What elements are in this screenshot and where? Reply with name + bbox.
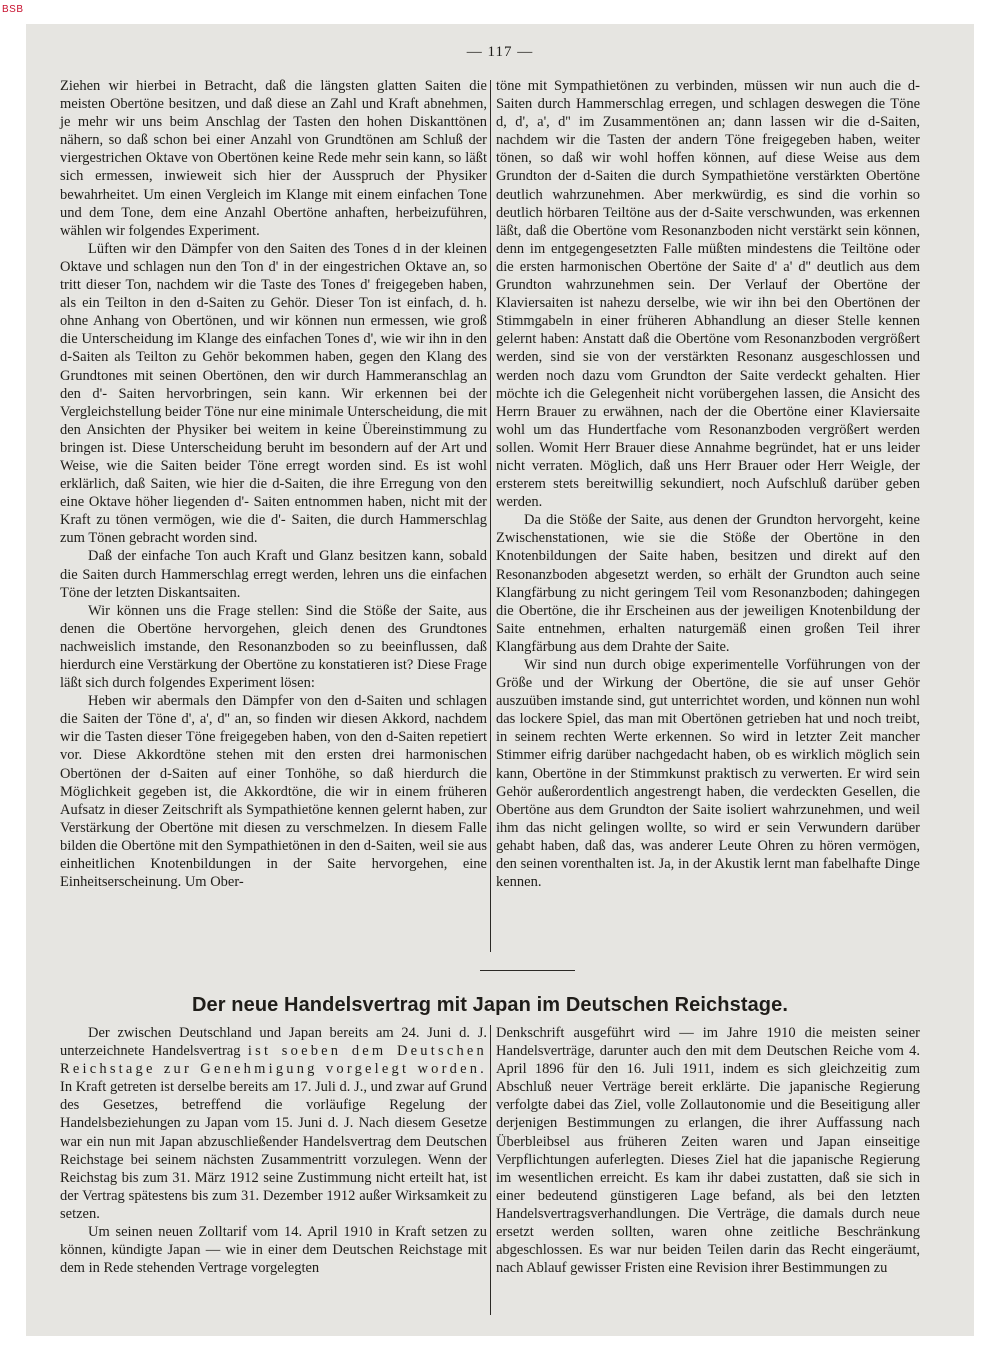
paragraph-text: Der zwischen Deutschland und Japan bereits am 24. Juni d. J. unterzeichnete Handelsvertrag xyxy=(60,1025,487,1060)
paragraph-text: In Kraft getreten ist derselbe bereits am 17. Juli d. J., und zwar auf Grund des Gesetzes, betreffend die vorläufige Regelung der Handelsbeziehungen zu Japan vom 15. Juni d. J. Nach diesem Gesetze war ein nun mit Japan abzuschließender Handelsvertrag dem Deutschen Reichstage bei seinem nächsten Zusammentritt vorzulegen. Wenn der Reichstag bis zum 31. März 1912 seine Zustimmung nicht erteilt hat, ist der Vertrag spätestens bis zum 31. Dezember 1912 außer Wirksamkeit zu setzen. xyxy=(60,1079,487,1222)
column-divider xyxy=(490,1025,491,1315)
paragraph: töne mit Sympathietönen zu verbinden, müssen wir nun auch die d-Saiten durch Hammerschlag erregen, und schlagen deswegen die Töne d, d', a', d'' im Zusammentönen an; dann lassen wir die d-Saiten, nachdem wir die Tasten der andern Töne freigegeben haben, weiter tönen, so daß wir wohl hoffen können, auf diese Weise aus dem Grundton der d-Saiten die durch Sympathietöne verstärkten Obertöne deutlich wahrzunehmen. Aber merkwürdig, es sind die vorhin so deutlich hörbaren Teiltöne aus der d-Saite verschwunden, was erkennen läßt, daß die Obertöne vom Resonanzboden nicht verstärkt sein können, denn im entgegengesetzten Falle müßten mindestens die Teiltöne oder die ersten harmonischen Obertöne der Saite d' a' d'' deutlich aus dem Grundton wahrzunehmen sein. Der Verlauf der Obertöne der Klaviersaiten ist nahezu derselbe, wie wir ihn bei den Obertönen der Stimmgabeln in einer früheren Abhandlung an dieser Stelle kennen gelernt haben: Anstatt daß die Obertöne vom Resonanzboden vergrößert werden, sind sie von der verstärkten Resonanz ausgeschlossen und werden noch dazu vom Grundton der Saite verdeckt gehalten. Hier möchte ich die Gelegenheit nicht vorübergehen lassen, die Ansicht des Herrn Brauer zu erwähnen, nach der die Obertöne einer Klaviersaite wohl um das Hundertfache vom Resonanzboden vergrößert werden sollen. Womit Herr Brauer diese Annahme begründet, hat er uns leider nicht verraten. Möglich, daß uns Herr Brauer oder Herr Weigle, der ersterem stets bereitwillig sekundiert, noch Aufschluß darüber geben werden. xyxy=(496,78,920,511)
article-column-4 xyxy=(496,1024,920,1277)
paragraph: Da die Stöße der Saite, aus denen der Grundton hervorgeht, keine Zwischenstationen, wie sie die Stöße der Obertöne in den Knotenbildungen der Saite haben, besitzen und direkt auf den Resonanzboden abgesetzt werden, so erhält der Grundton auch seine Klangfärbung zu nicht geringem Teil vom Resonanzboden; dahingegen die Obertöne, die ihr Erscheinen aus der jeweiligen Knotenbildung der Saite entnehmen, erhalten naturgemäß einen großen Teil ihrer Klangfärbung aus dem Drahte der Saite. xyxy=(496,512,920,655)
library-watermark: BSB xyxy=(2,4,24,15)
spaced-emphasis: ist soeben dem Deutschen Reichstage zur Genehmigung vorgelegt worden. xyxy=(60,1043,487,1078)
paragraph: Wir können uns die Frage stellen: Sind die Stöße der Saite, aus denen die Obertöne hervorgehen, gleich denen des Grundtones nachweislich imstande, den Resonanzboden so zu beeinflussen, daß hierdurch eine Verstärkung der Obertöne zu konstatieren ist? Diese Frage läßt sich durch folgendes Experiment lösen: xyxy=(60,602,487,692)
column-divider xyxy=(490,80,491,952)
page-number: — 117 — xyxy=(466,44,534,60)
paragraph: Wir sind nun durch obige experimentelle Vorführungen von der Größe und der Wirkung der Obertöne, die sie auf unser Gehör auszuüben imstande sind, gut unterrichtet worden, und können nun wohl das lockere Spiel, das man mit Obertönen getrieben hat und noch treibt, in seinem rechten Werte erkennen. So wird in letzter Zeit mancher Stimmer eifrig darüber nachgedacht haben, ob es wirklich möglich sein kann, Obertöne in der Stimmkunst praktisch zu verwerten. Er wird sein Gehör außerordentlich angestrengt haben, die verdeckten Gesellen, die Obertöne aus dem Grundton der Saite isoliert wahrzunehmen, und weil ihm das nicht gelingen wollte, so wird er sein Verwundern darüber gehabt haben, daß das, was anderer Leute Ohren zu hören vermögen, den seinen vorenthalten ist. Ja, in der Akustik lernt man fabelhafte Dinge kennen. xyxy=(496,657,920,891)
paragraph xyxy=(60,1024,487,1223)
article-column-2 xyxy=(496,77,920,891)
paragraph: Heben wir abermals den Dämpfer von den d-Saiten und schlagen die Saiten der Töne d', a', d'' an, so finden wir diesen Akkord, nachdem wir die Tasten dieser Töne freigegeben haben, von den d-Saiten repetiert vor. Diese Akkordtöne stehen mit den ersten drei harmonischen Obertönen der d-Saiten auf einer Tonhöhe, so daß hierdurch die Möglichkeit gegeben ist, die Akkordtöne, die wir in einem früheren Aufsatz in dieser Zeitschrift als Sympathietöne kennen gelernt haben, zur Verstärkung der Obertöne mit diesen zu verschmelzen. In diesem Falle bilden die Obertöne mit den Sympathietönen in den d-Saiten, weil sie aus einheitlichen Knotenbildungen in der Saite hervorgehen, eine Einheitserscheinung. Um Ober- xyxy=(60,693,487,891)
paragraph: Um seinen neuen Zolltarif vom 14. April 1910 in Kraft setzen zu können, kündigte Japan — wie in einer dem Deutschen Reichstage mit dem in Rede stehenden Vertrage vorgelegten xyxy=(60,1224,487,1277)
paragraph: Denkschrift ausgeführt wird — im Jahre 1910 die meisten seiner Handelsverträge, darunter auch den mit dem Deutschen Reiche vom 4. April 1896 für den 16. Juli 1911, indem es sich gleichzeitig zum Abschluß neuer Verträge bereit erklärte. Die japanische Regierung verfolgte dabei das Ziel, volle Zollautonomie und die Beseitigung aller derjenigen Bestimmungen zu erlangen, die ihrer Auffassung nach Überbleibsel aus früheren Zeiten waren und Japan einseitige Verpflichtungen auferlegten. Dieses Ziel hat die japanische Regierung im wesentlichen erreicht. Es kam ihr dabei zustatten, daß sie sich in einer bedeutend günstigeren Lage befand, als bei den letzten Handelsvertragsverhandlungen. Die Verträge, die damals durch neue ersetzt werden sollten, waren ohne zeitliche Beschränkung abgeschlossen. Es war nur beiden Teilen darin das Recht eingeräumt, nach Ablauf gewisser Fristen eine Revision ihrer Bestimmungen zu xyxy=(496,1025,920,1277)
paragraph: Ziehen wir hierbei in Betracht, daß die längsten glatten Saiten die meisten Obertöne besitzen, und daß diese an Zahl und Kraft abnehmen, je mehr wir uns beim Anschlag der Tasten den hohen Diskanttönen nähern, so daß schon bei einer Anzahl von Grundtönen am Schluß der viergestrichen Oktave von Obertönen keine Rede mehr sein kann, so läßt sich ermessen, inwieweit sich hier der Ausspruch der Physiker bewahrheitet. Um einen Vergleich im Klange mit einem einfachen Tone und dem Tone, dem eine Anzahl Obertöne anhaften, herbeizuführen, wählen wir folgendes Experiment. xyxy=(60,78,487,239)
paragraph: Lüften wir den Dämpfer von den Saiten des Tones d in der kleinen Oktave und schlagen nun den Ton d' in der eingestrichen Oktave an, so tritt dieser Ton, nachdem wir die Taste des Tones d' freigegeben haben, als ein Teilton in den d-Saiten zu Gehör. Dieser Ton ist einfach, d. h. ohne Anhang von Obertönen, und wir können nun ermessen, wie groß die Unterscheidung im Klange des einfachen Tones d', wie wir ihn in den d-Saiten als Teilton zu Gehör bekommen haben, gegen den Klang des Grundtones mit seinen Obertönen, den wir durch Hammeranschlag an den d'- Saiten hervorbringen, sein kann. Wir erkennen bei der Vergleichstellung beider Töne nur eine minimale Unterscheidung, die mit den Ansichten der Physiker bei weitem in keine Übereinstimmung zu bringen ist. Diese Unterscheidung beruht im besondern auf der Art und Weise, wie die Saiten beider Töne erregt worden sind. Es ist wohl erklärlich, daß Saiten, wie hier die d-Saiten, die ihre Erregung von den eine Oktave höher liegenden d'- Saiten entnommen haben, nicht mit der Kraft zu tönen vermögen, wie die d'- Saiten, die durch Hammerschlag zum Tönen gebracht worden sind. xyxy=(60,240,487,547)
paragraph: Daß der einfache Ton auch Kraft und Glanz besitzen kann, sobald die Saiten durch Hammerschlag erregt werden, lehren uns die einfachen Töne der letzten Diskantsaiten. xyxy=(60,548,487,601)
article-column-3 xyxy=(60,1024,487,1277)
section-divider xyxy=(480,970,575,971)
article-heading: Der neue Handelsvertrag mit Japan im Deutschen Reichstage. xyxy=(192,994,788,1016)
article-column-1 xyxy=(60,77,487,891)
